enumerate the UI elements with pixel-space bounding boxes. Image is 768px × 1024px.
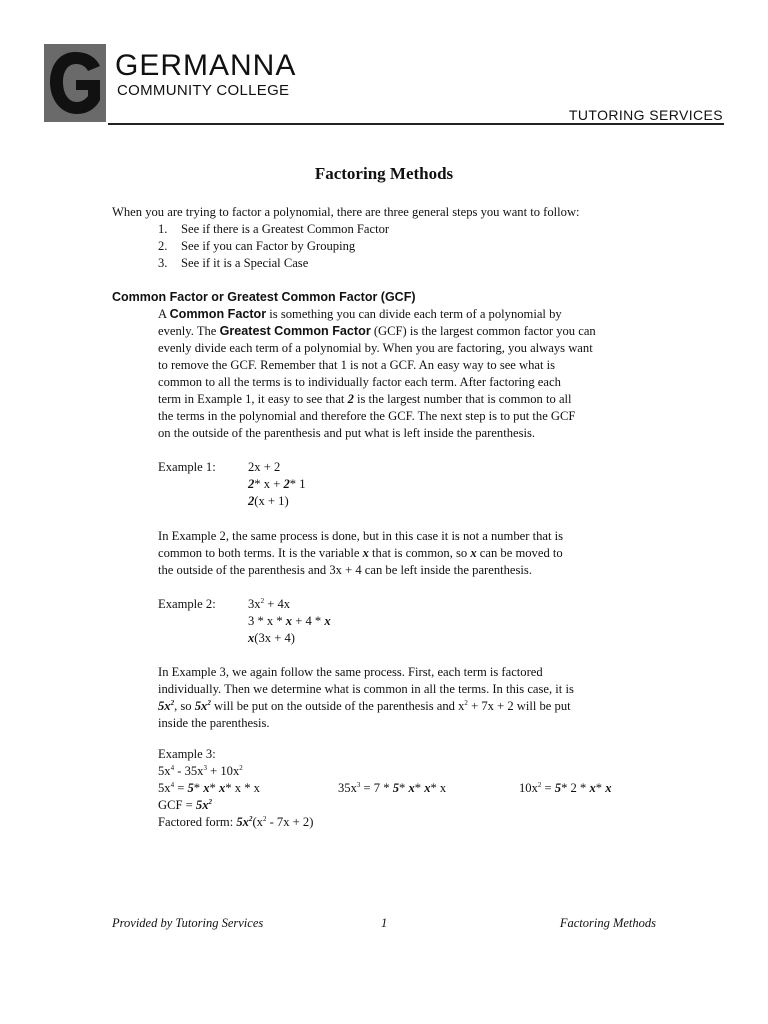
example-step: x(3x + 4): [248, 631, 295, 645]
example-factored-form: Factored form: $5x^2(x^2 - 7x + 2)$: [158, 815, 314, 829]
step-text: See if it is a Special Case: [181, 256, 309, 270]
page-number: 1: [381, 916, 388, 930]
header-rule: [108, 123, 724, 125]
example-step: $3x^2 + 4x$: [248, 597, 291, 611]
brand-name: GERMANNA: [115, 49, 297, 82]
paragraph-line: term in Example 1, it easy to see that 2 is the largest number that is common to all: [158, 392, 572, 406]
paragraph-line: $5x^2$, so $5x^2$ will be put on the outside of the parenthesis and $x^2 + 7x + 2$ will be put: [158, 699, 571, 713]
step-text: See if you can Factor by Grouping: [181, 239, 356, 253]
brand-subtitle: COMMUNITY COLLEGE: [117, 82, 290, 99]
paragraph-line: In Example 2, the same process is done, but in this case it is not a number that is: [158, 529, 564, 543]
footer-doc-title: Factoring Methods: [559, 916, 656, 930]
intro-text: When you are trying to factor a polynomial, there are three general steps you want to follow:: [112, 205, 580, 219]
section-heading: Common Factor or Greatest Common Factor (GCF): [112, 290, 416, 304]
paragraph-line: evenly. The Greatest Common Factor (GCF) is the largest common factor you can: [158, 324, 596, 338]
paragraph-line: common to all the terms is to individually factor each term. After factoring each: [158, 375, 561, 389]
paragraph-line: evenly divide each term of a polynomial by. When you are factoring, you always want: [158, 341, 593, 355]
germanna-logo-icon: [44, 44, 106, 122]
example-label: Example 2:: [158, 597, 216, 611]
example-factor: $10x^2 = 5*$ 2 * x* x: [519, 781, 612, 795]
paragraph-line: In Example 3, we again follow the same process. First, each term is factored: [158, 665, 543, 679]
example-gcf: GCF = $5x^2$: [158, 798, 212, 812]
example-step: 2(x + 1): [248, 494, 289, 508]
paragraph-line: individually. Then we determine what is common in all the terms. In this case, it is: [158, 682, 574, 696]
step-text: See if there is a Greatest Common Factor: [181, 222, 390, 236]
paragraph-line: on the outside of the parenthesis and put what is left inside the parenthesis.: [158, 426, 536, 440]
paragraph-line: inside the parenthesis.: [158, 716, 270, 730]
step-number: 1.: [158, 222, 168, 236]
example-factor: $5x^4 = 5*$ x* x* x * x: [158, 781, 260, 795]
example-factor: $35x^3 = 7 * 5*$ x* x* x: [338, 781, 447, 795]
paragraph-line: common to both terms. It is the variable x that is common, so x can be moved to: [158, 546, 563, 560]
step-number: 2.: [158, 239, 168, 253]
step-number: 3.: [158, 256, 168, 270]
example-polynomial: $5x^4 - 35x^3 + 10x^2$: [158, 764, 243, 778]
footer-provider: Provided by Tutoring Services: [112, 916, 264, 930]
department-label: TUTORING SERVICES: [568, 107, 723, 123]
paragraph-line: A Common Factor is something you can divide each term of a polynomial by: [158, 307, 562, 321]
example-step: 2* x + 2* 1: [248, 477, 306, 491]
page-title: Factoring Methods: [314, 164, 454, 183]
example-step: 2x + 2: [248, 460, 281, 474]
paragraph-line: to remove the GCF. Remember that 1 is not a GCF. An easy way to see what is: [158, 358, 556, 372]
example-label: Example 1:: [158, 460, 216, 474]
example-step: 3 * x * x + 4 * x: [248, 614, 331, 628]
paragraph-line: the outside of the parenthesis and 3x + 4 can be left inside the parenthesis.: [158, 563, 532, 577]
example-label: Example 3:: [158, 747, 216, 761]
paragraph-line: the terms in the polynomial and therefore the GCF. The next step is to put the GCF: [158, 409, 576, 423]
